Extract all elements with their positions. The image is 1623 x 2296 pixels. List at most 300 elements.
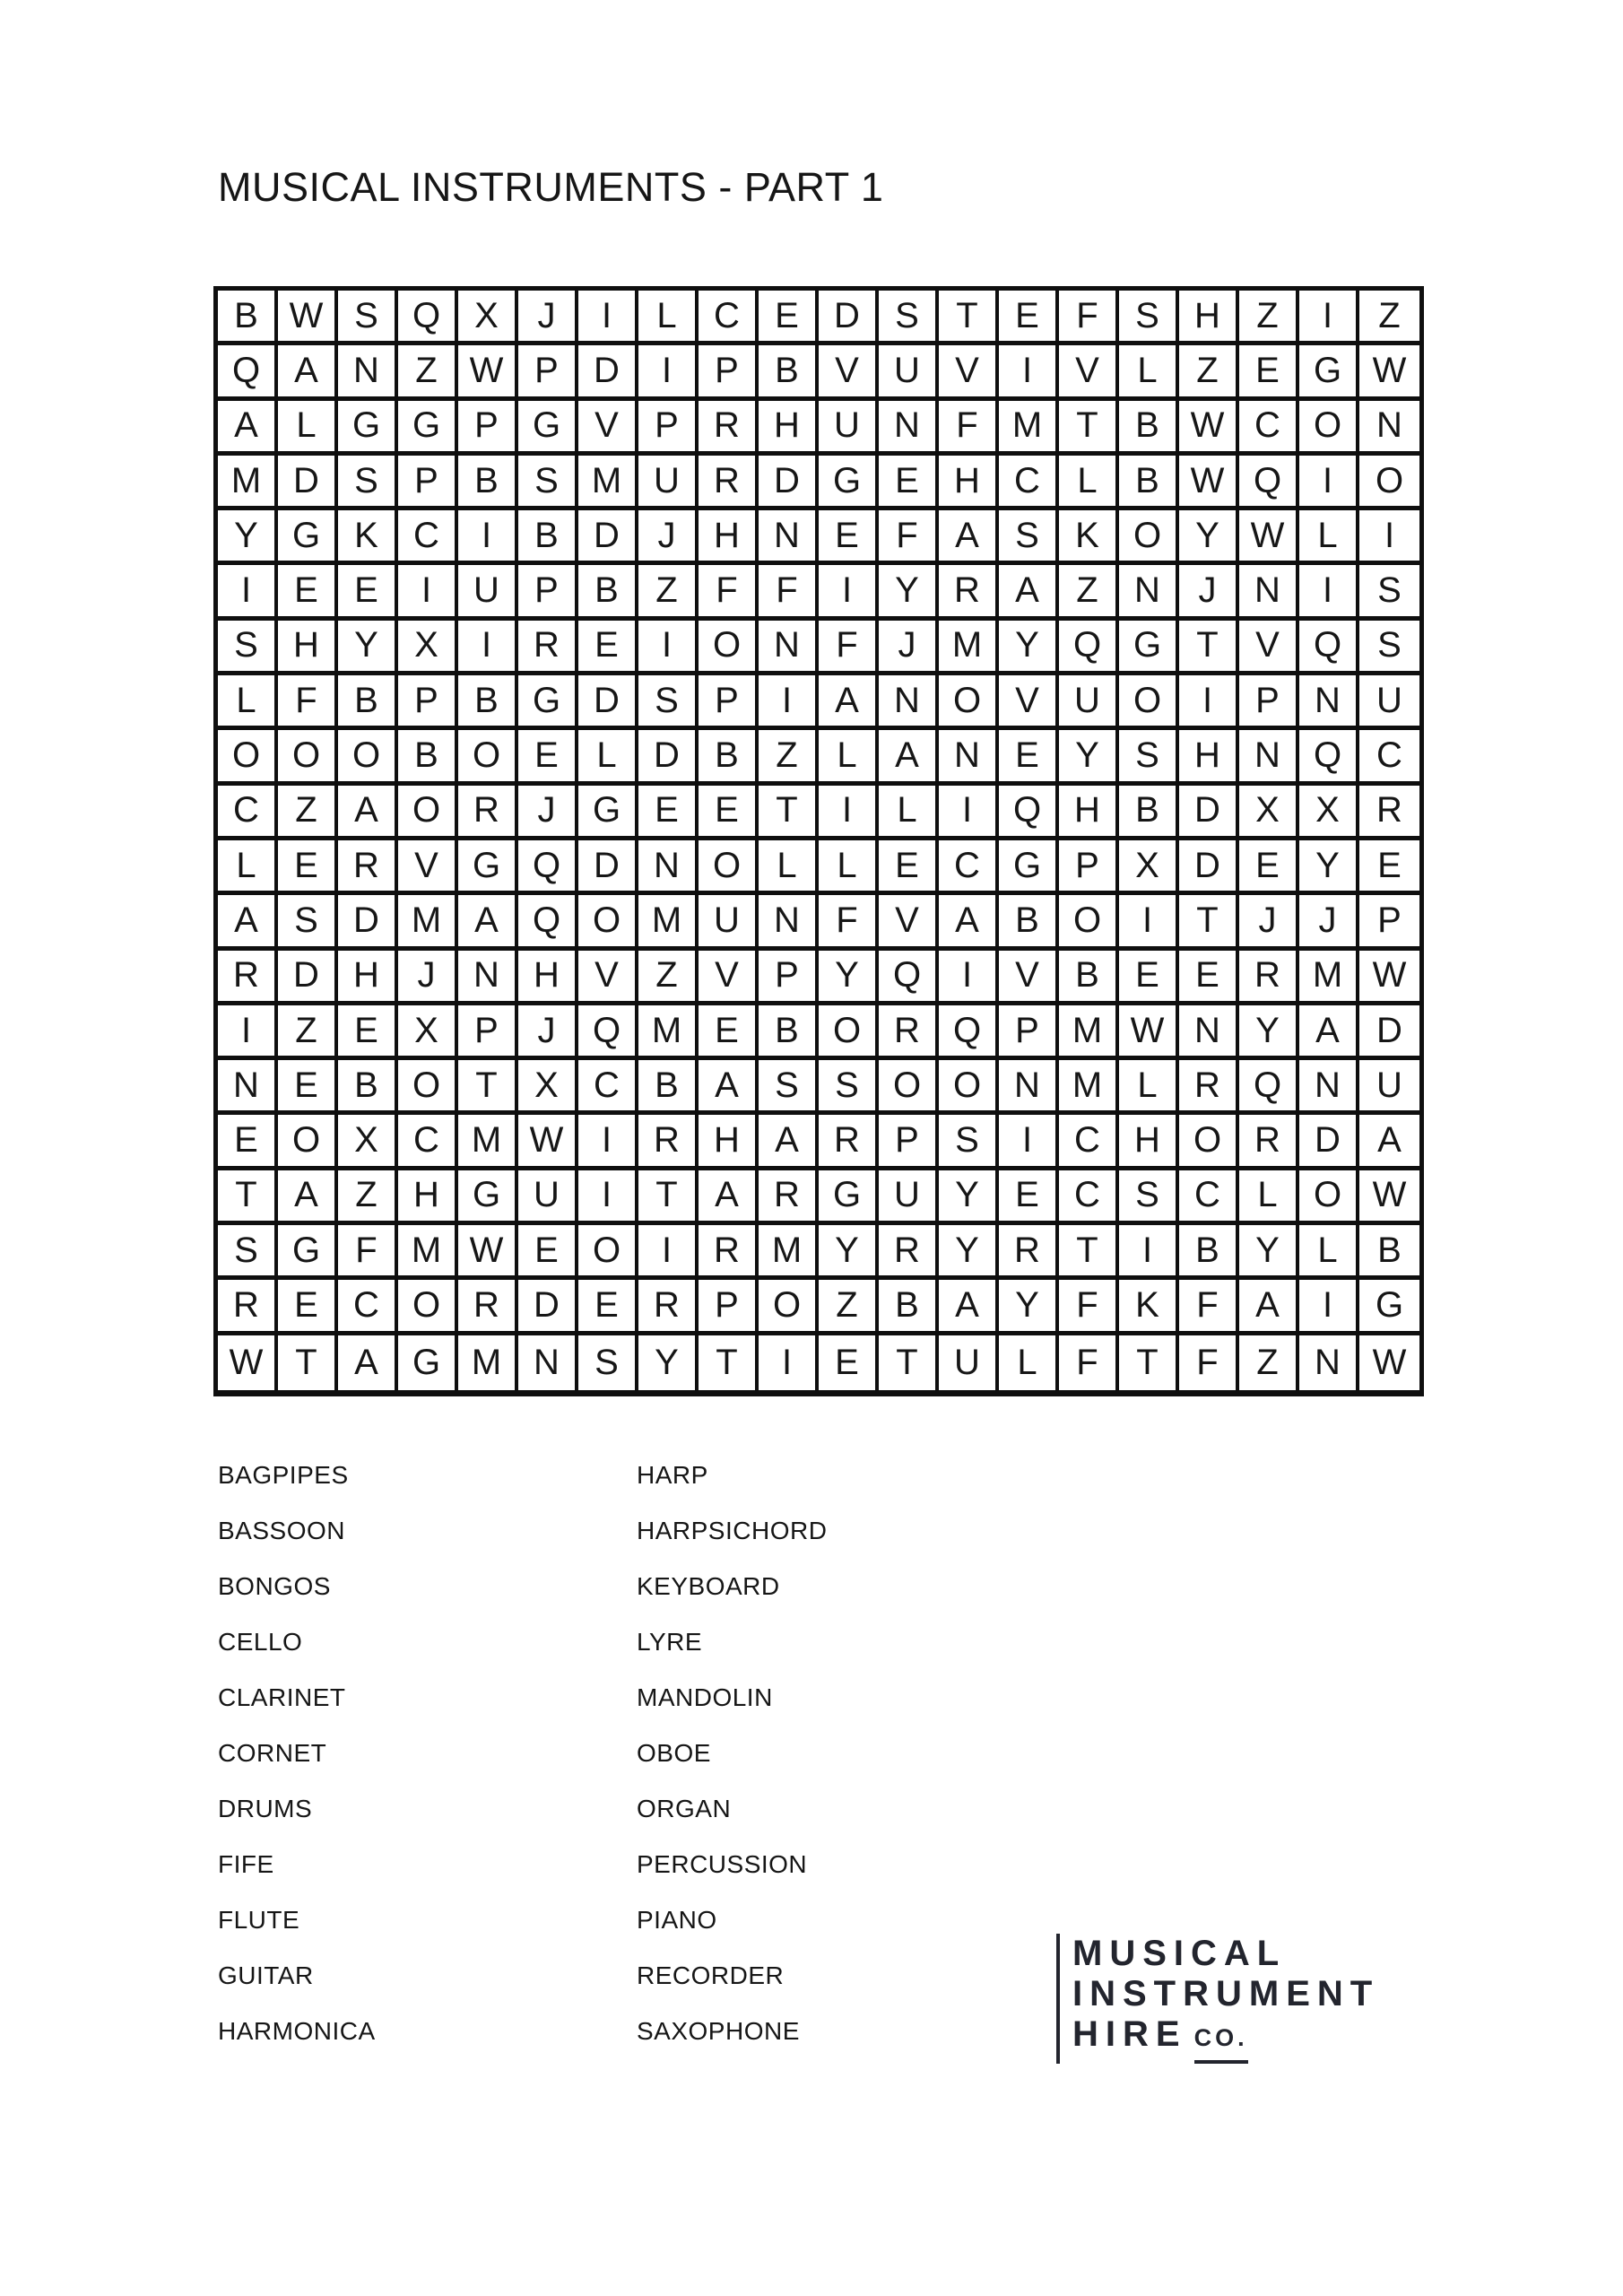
grid-cell: C: [578, 1060, 638, 1115]
grid-cell: E: [999, 1170, 1059, 1225]
grid-cell: X: [458, 291, 518, 345]
grid-cell: U: [819, 401, 879, 456]
grid-cell: S: [999, 510, 1059, 565]
grid-cell: S: [1359, 621, 1419, 675]
grid-cell: G: [578, 786, 638, 840]
grid-cell: B: [458, 456, 518, 510]
grid-cell: A: [338, 1335, 398, 1390]
grid-cell: D: [278, 951, 338, 1005]
grid-cell: R: [1359, 786, 1419, 840]
grid-cell: I: [1119, 895, 1179, 950]
grid-cell: W: [1359, 1170, 1419, 1225]
grid-cell: S: [819, 1060, 879, 1115]
grid-cell: F: [1059, 1280, 1119, 1335]
grid-cell: L: [1299, 510, 1359, 565]
grid-cell: E: [1239, 840, 1299, 895]
grid-cell: B: [1359, 1225, 1419, 1280]
grid-cell: B: [638, 1060, 699, 1115]
grid-cell: S: [218, 1225, 278, 1280]
grid-cell: J: [638, 510, 699, 565]
word-list-item: RECORDER: [637, 1961, 785, 1989]
grid-cell: D: [1179, 786, 1239, 840]
grid-cell: P: [759, 951, 819, 1005]
grid-cell: B: [518, 510, 578, 565]
grid-cell: P: [999, 1005, 1059, 1060]
grid-cell: I: [218, 565, 278, 620]
grid-cell: G: [458, 1170, 518, 1225]
grid-cell: B: [879, 1280, 939, 1335]
grid-cell: J: [518, 291, 578, 345]
grid-cell: R: [338, 840, 398, 895]
grid-cell: W: [278, 291, 338, 345]
word-list-item: MANDOLIN: [637, 1683, 773, 1711]
grid-cell: O: [939, 1060, 999, 1115]
grid-cell: S: [338, 456, 398, 510]
grid-cell: T: [1179, 895, 1239, 950]
word-list-item: SAXOPHONE: [637, 2017, 800, 2045]
grid-cell: A: [699, 1060, 759, 1115]
grid-cell: T: [1059, 401, 1119, 456]
grid-cell: X: [398, 621, 458, 675]
grid-cell: A: [1239, 1280, 1299, 1335]
grid-cell: R: [999, 1225, 1059, 1280]
word-list-item: KEYBOARD: [637, 1572, 780, 1600]
grid-cell: Z: [638, 565, 699, 620]
grid-cell: E: [819, 1335, 879, 1390]
grid-cell: L: [638, 291, 699, 345]
grid-cell: I: [1299, 565, 1359, 620]
grid-cell: Z: [638, 951, 699, 1005]
grid-cell: O: [699, 621, 759, 675]
grid-cell: E: [518, 730, 578, 785]
grid-cell: S: [1119, 1170, 1179, 1225]
grid-cell: W: [1179, 401, 1239, 456]
grid-cell: H: [338, 951, 398, 1005]
grid-cell: G: [398, 401, 458, 456]
grid-cell: W: [458, 1225, 518, 1280]
grid-cell: Y: [638, 1335, 699, 1390]
grid-cell: O: [1059, 895, 1119, 950]
grid-cell: F: [819, 895, 879, 950]
word-list-item: CORNET: [218, 1739, 327, 1767]
grid-cell: R: [518, 621, 578, 675]
grid-cell: F: [1059, 1335, 1119, 1390]
grid-cell: T: [458, 1060, 518, 1115]
grid-cell: F: [278, 675, 338, 730]
grid-cell: L: [759, 840, 819, 895]
grid-cell: V: [819, 345, 879, 400]
grid-cell: A: [278, 345, 338, 400]
grid-cell: N: [638, 840, 699, 895]
grid-cell: Z: [1179, 345, 1239, 400]
grid-cell: E: [1119, 951, 1179, 1005]
word-list-item: OBOE: [637, 1739, 711, 1767]
grid-cell: C: [1359, 730, 1419, 785]
grid-cell: N: [218, 1060, 278, 1115]
grid-cell: I: [999, 345, 1059, 400]
word-list-item: FLUTE: [218, 1906, 300, 1934]
grid-cell: B: [1119, 786, 1179, 840]
grid-cell: I: [1299, 1280, 1359, 1335]
grid-cell: B: [398, 730, 458, 785]
grid-cell: R: [1179, 1060, 1239, 1115]
grid-cell: F: [1179, 1280, 1239, 1335]
grid-cell: H: [759, 401, 819, 456]
word-list-item: HARPSICHORD: [637, 1517, 828, 1544]
grid-cell: P: [638, 401, 699, 456]
grid-cell: I: [1359, 510, 1419, 565]
grid-cell: S: [759, 1060, 819, 1115]
word-list-item: ORGAN: [637, 1795, 732, 1822]
grid-cell: A: [458, 895, 518, 950]
grid-cell: A: [1299, 1005, 1359, 1060]
grid-cell: P: [1059, 840, 1119, 895]
grid-cell: L: [879, 786, 939, 840]
grid-cell: R: [638, 1280, 699, 1335]
grid-cell: I: [1299, 291, 1359, 345]
grid-cell: O: [578, 1225, 638, 1280]
grid-cell: I: [759, 675, 819, 730]
grid-cell: U: [939, 1335, 999, 1390]
grid-cell: B: [759, 345, 819, 400]
grid-cell: G: [518, 401, 578, 456]
grid-cell: V: [398, 840, 458, 895]
grid-cell: I: [458, 621, 518, 675]
grid-cell: N: [759, 895, 819, 950]
grid-cell: Z: [338, 1170, 398, 1225]
grid-cell: R: [699, 1225, 759, 1280]
grid-cell: O: [1359, 456, 1419, 510]
grid-cell: P: [458, 401, 518, 456]
logo-text: [1072, 1934, 1379, 2064]
grid-cell: A: [1359, 1115, 1419, 1170]
grid-cell: M: [1059, 1005, 1119, 1060]
grid-cell: S: [278, 895, 338, 950]
grid-cell: D: [759, 456, 819, 510]
word-list-left: [218, 1461, 376, 2073]
word-list-item: BAGPIPES: [218, 1461, 349, 1489]
grid-cell: Q: [939, 1005, 999, 1060]
grid-cell: Y: [819, 951, 879, 1005]
grid-cell: I: [578, 1170, 638, 1225]
grid-cell: E: [278, 565, 338, 620]
grid-cell: I: [819, 786, 879, 840]
grid-cell: Q: [879, 951, 939, 1005]
grid-cell: J: [518, 1005, 578, 1060]
grid-cell: L: [1059, 456, 1119, 510]
grid-cell: S: [518, 456, 578, 510]
grid-cell: U: [638, 456, 699, 510]
grid-cell: N: [1299, 1060, 1359, 1115]
grid-cell: Z: [819, 1280, 879, 1335]
grid-cell: G: [1299, 345, 1359, 400]
word-search-grid: [213, 286, 1424, 1396]
word-list-item: PERCUSSION: [637, 1850, 808, 1878]
grid-cell: M: [398, 1225, 458, 1280]
grid-cell: Q: [578, 1005, 638, 1060]
grid-cell: T: [278, 1335, 338, 1390]
grid-cell: Y: [939, 1225, 999, 1280]
grid-cell: V: [578, 401, 638, 456]
grid-cell: X: [398, 1005, 458, 1060]
grid-cell: Y: [939, 1170, 999, 1225]
grid-cell: C: [999, 456, 1059, 510]
grid-cell: E: [879, 840, 939, 895]
grid-cell: G: [398, 1335, 458, 1390]
grid-cell: R: [458, 786, 518, 840]
grid-cell: A: [338, 786, 398, 840]
grid-cell: Q: [1239, 456, 1299, 510]
grid-cell: N: [458, 951, 518, 1005]
grid-cell: B: [699, 730, 759, 785]
grid-cell: M: [638, 1005, 699, 1060]
grid-cell: V: [999, 675, 1059, 730]
grid-cell: Y: [1299, 840, 1359, 895]
grid-cell: Z: [1239, 1335, 1299, 1390]
grid-cell: E: [218, 1115, 278, 1170]
grid-cell: B: [1179, 1225, 1239, 1280]
grid-cell: O: [278, 1115, 338, 1170]
grid-cell: T: [218, 1170, 278, 1225]
grid-cell: R: [939, 565, 999, 620]
grid-cell: R: [1239, 951, 1299, 1005]
grid-cell: H: [1179, 291, 1239, 345]
grid-cell: J: [518, 786, 578, 840]
grid-cell: L: [819, 730, 879, 785]
grid-cell: B: [999, 895, 1059, 950]
grid-cell: H: [1179, 730, 1239, 785]
grid-cell: U: [458, 565, 518, 620]
grid-cell: S: [939, 1115, 999, 1170]
grid-cell: D: [638, 730, 699, 785]
grid-cell: T: [759, 786, 819, 840]
grid-cell: N: [338, 345, 398, 400]
grid-cell: V: [879, 895, 939, 950]
grid-cell: R: [1239, 1115, 1299, 1170]
grid-cell: U: [879, 345, 939, 400]
grid-cell: P: [699, 675, 759, 730]
grid-cell: G: [518, 675, 578, 730]
grid-cell: J: [1299, 895, 1359, 950]
grid-cell: L: [218, 675, 278, 730]
grid-cell: E: [578, 621, 638, 675]
grid-cell: O: [578, 895, 638, 950]
word-list-item: HARMONICA: [218, 2017, 376, 2045]
grid-cell: W: [1359, 345, 1419, 400]
grid-cell: Q: [1299, 621, 1359, 675]
grid-cell: I: [638, 345, 699, 400]
grid-cell: E: [578, 1280, 638, 1335]
grid-cell: P: [699, 1280, 759, 1335]
grid-cell: C: [338, 1280, 398, 1335]
grid-cell: V: [939, 345, 999, 400]
grid-cell: E: [819, 510, 879, 565]
grid-cell: R: [218, 1280, 278, 1335]
grid-cell: B: [338, 1060, 398, 1115]
grid-cell: O: [398, 1060, 458, 1115]
grid-cell: S: [879, 291, 939, 345]
grid-cell: X: [1119, 840, 1179, 895]
grid-cell: E: [278, 1060, 338, 1115]
grid-cell: P: [1359, 895, 1419, 950]
grid-cell: S: [638, 675, 699, 730]
grid-cell: D: [578, 675, 638, 730]
grid-cell: E: [759, 291, 819, 345]
grid-cell: D: [578, 840, 638, 895]
grid-cell: K: [1119, 1280, 1179, 1335]
grid-cell: B: [578, 565, 638, 620]
grid-cell: N: [879, 675, 939, 730]
grid-cell: R: [759, 1170, 819, 1225]
grid-cell: M: [999, 401, 1059, 456]
grid-cell: F: [1179, 1335, 1239, 1390]
grid-cell: H: [278, 621, 338, 675]
grid-cell: Z: [1239, 291, 1299, 345]
grid-cell: B: [1119, 456, 1179, 510]
grid-cell: Y: [1179, 510, 1239, 565]
grid-cell: G: [1119, 621, 1179, 675]
grid-cell: Q: [518, 840, 578, 895]
grid-cell: E: [879, 456, 939, 510]
grid-cell: N: [1179, 1005, 1239, 1060]
grid-cell: I: [1119, 1225, 1179, 1280]
grid-cell: A: [218, 895, 278, 950]
grid-cell: E: [699, 786, 759, 840]
grid-cell: R: [458, 1280, 518, 1335]
logo-vertical-bar: [1056, 1934, 1060, 2064]
grid-cell: I: [578, 291, 638, 345]
grid-cell: Y: [1239, 1225, 1299, 1280]
grid-cell: L: [1299, 1225, 1359, 1280]
grid-cell: S: [218, 621, 278, 675]
grid-cell: F: [939, 401, 999, 456]
grid-cell: S: [338, 291, 398, 345]
grid-cell: O: [699, 840, 759, 895]
grid-cell: F: [699, 565, 759, 620]
grid-cell: L: [1239, 1170, 1299, 1225]
grid-cell: I: [939, 786, 999, 840]
grid-cell: Y: [819, 1225, 879, 1280]
grid-cell: Y: [999, 1280, 1059, 1335]
grid-cell: W: [458, 345, 518, 400]
grid-cell: A: [759, 1115, 819, 1170]
grid-cell: Y: [999, 621, 1059, 675]
grid-cell: W: [218, 1335, 278, 1390]
grid-cell: P: [1239, 675, 1299, 730]
grid-cell: O: [1299, 401, 1359, 456]
grid-cell: L: [578, 730, 638, 785]
grid-cell: D: [819, 291, 879, 345]
grid-cell: V: [1239, 621, 1299, 675]
grid-cell: B: [338, 675, 398, 730]
grid-cell: R: [879, 1005, 939, 1060]
grid-cell: A: [218, 401, 278, 456]
grid-cell: H: [699, 510, 759, 565]
grid-cell: V: [1059, 345, 1119, 400]
grid-cell: D: [338, 895, 398, 950]
grid-cell: U: [879, 1170, 939, 1225]
word-list-item: BASSOON: [218, 1517, 345, 1544]
word-list-right: [637, 1461, 827, 2073]
grid-cell: L: [819, 840, 879, 895]
grid-cell: J: [398, 951, 458, 1005]
grid-cell: M: [1299, 951, 1359, 1005]
grid-cell: E: [278, 840, 338, 895]
grid-cell: X: [1299, 786, 1359, 840]
grid-cell: G: [278, 510, 338, 565]
grid-cell: W: [1119, 1005, 1179, 1060]
grid-cell: E: [1359, 840, 1419, 895]
grid-cell: T: [1119, 1335, 1179, 1390]
grid-cell: H: [398, 1170, 458, 1225]
grid-cell: Z: [1359, 291, 1419, 345]
grid-cell: O: [398, 786, 458, 840]
grid-cell: N: [1239, 730, 1299, 785]
grid-cell: V: [999, 951, 1059, 1005]
grid-cell: Z: [278, 786, 338, 840]
grid-cell: T: [699, 1335, 759, 1390]
grid-cell: B: [1059, 951, 1119, 1005]
grid-cell: N: [1299, 675, 1359, 730]
grid-cell: S: [578, 1335, 638, 1390]
grid-cell: O: [939, 675, 999, 730]
grid-cell: T: [879, 1335, 939, 1390]
grid-cell: D: [1299, 1115, 1359, 1170]
grid-cell: X: [1239, 786, 1299, 840]
grid-cell: Z: [759, 730, 819, 785]
grid-cell: E: [338, 565, 398, 620]
grid-cell: C: [218, 786, 278, 840]
grid-cell: P: [458, 1005, 518, 1060]
grid-cell: Q: [218, 345, 278, 400]
logo-word-instrument: INSTRUMENT: [1072, 1974, 1380, 2013]
grid-cell: H: [1059, 786, 1119, 840]
grid-cell: E: [699, 1005, 759, 1060]
grid-cell: O: [1179, 1115, 1239, 1170]
grid-cell: W: [1372, 1342, 1407, 1382]
grid-cell: B: [218, 291, 278, 345]
grid-cell: Q: [999, 786, 1059, 840]
grid-cell: N: [1359, 401, 1419, 456]
grid-cell: L: [218, 840, 278, 895]
page-title: MUSICAL INSTRUMENTS - PART 1: [218, 164, 884, 210]
grid-cell: P: [518, 345, 578, 400]
grid-cell: Z: [278, 1005, 338, 1060]
grid-cell: U: [1359, 1060, 1419, 1115]
grid-cell: U: [699, 895, 759, 950]
grid-cell: E: [338, 1005, 398, 1060]
word-list-item: BONGOS: [218, 1572, 331, 1600]
grid-cell: T: [939, 291, 999, 345]
grid-cell: I: [458, 510, 518, 565]
grid-cell: J: [1239, 895, 1299, 950]
grid-cell: D: [278, 456, 338, 510]
grid-cell: I: [1179, 675, 1239, 730]
grid-cell: L: [278, 401, 338, 456]
grid-cell: P: [879, 1115, 939, 1170]
grid-cell: C: [1239, 401, 1299, 456]
word-list-item: FIFE: [218, 1850, 274, 1878]
grid-cell: A: [999, 565, 1059, 620]
grid-cell: D: [578, 510, 638, 565]
grid-cell: M: [398, 895, 458, 950]
grid-cell: S: [1119, 291, 1179, 345]
grid-cell: F: [819, 621, 879, 675]
grid-cell: U: [518, 1170, 578, 1225]
grid-cell: S: [1359, 565, 1419, 620]
grid-cell: U: [1059, 675, 1119, 730]
grid-cell: Q: [1239, 1060, 1299, 1115]
